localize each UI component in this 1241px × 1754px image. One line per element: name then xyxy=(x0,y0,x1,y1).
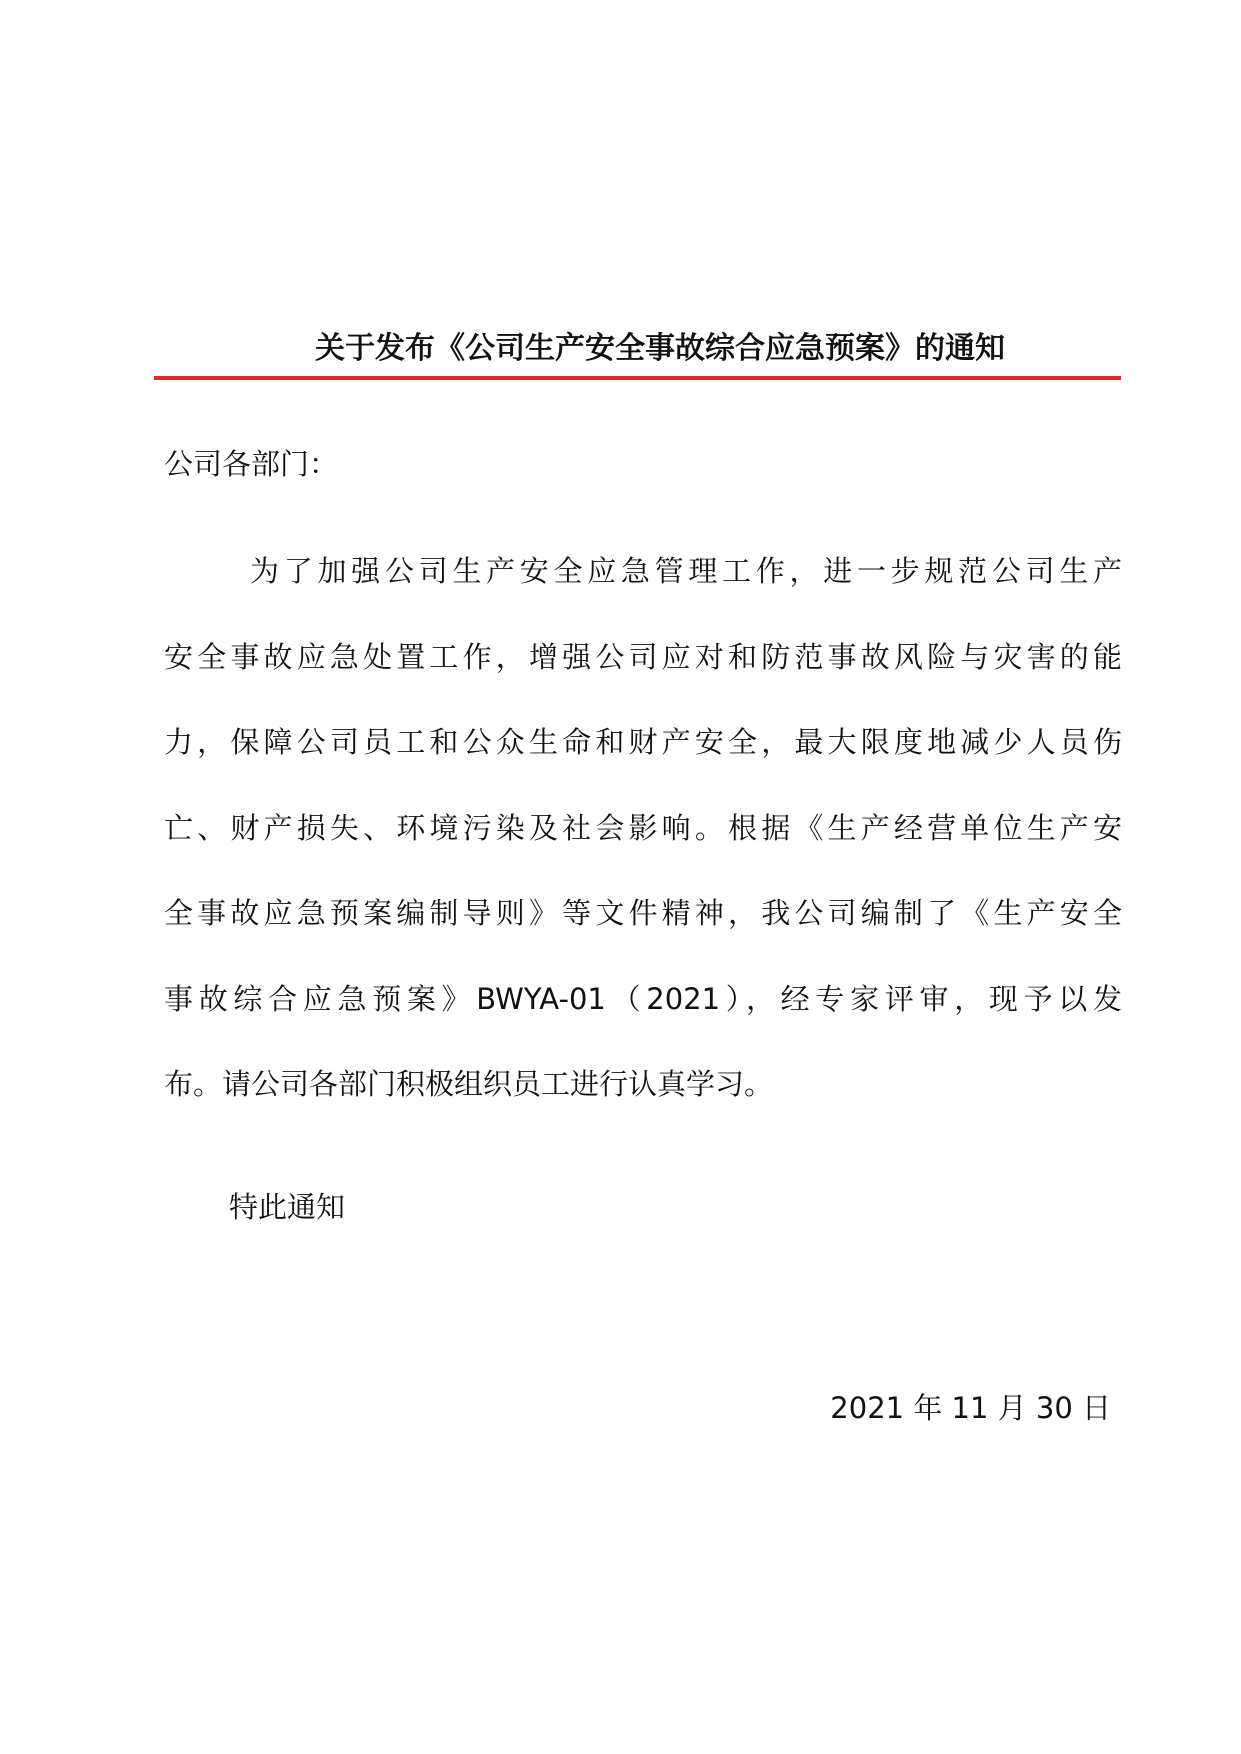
body-line: 力，保障公司员工和公众生命和财产安全，最大限度地减少人员伤 xyxy=(164,725,1122,759)
document-title: 关于发布《公司生产安全事故综合应急预案》的通知 xyxy=(315,331,1005,366)
body-line: 为了加强公司生产安全应急管理工作，进一步规范公司生产 xyxy=(250,554,1122,588)
body-line: 布。请公司各部门积极组织员工进行认真学习。 xyxy=(164,1067,774,1101)
issue-date: 2021 年 11 月 30 日 xyxy=(830,1391,1111,1425)
body-paragraph xyxy=(164,529,1122,1128)
closing-remark: 特此通知 xyxy=(229,1190,346,1224)
body-line: 全事故应急预案编制导则》等文件精神，我公司编制了《生产安全 xyxy=(164,896,1122,930)
body-line: 亡、财产损失、环境污染及社会影响。根据《生产经营单位生产安 xyxy=(164,810,1122,845)
salutation: 公司各部门： xyxy=(164,447,339,481)
title-red-rule xyxy=(154,376,1121,380)
body-line: 安全事故应急处置工作，增强公司应对和防范事故风险与灾害的能 xyxy=(164,639,1122,674)
body-line: 事故综合应急预案》BWYA-01（2021），经专家评审，现予以发 xyxy=(164,981,1122,1016)
